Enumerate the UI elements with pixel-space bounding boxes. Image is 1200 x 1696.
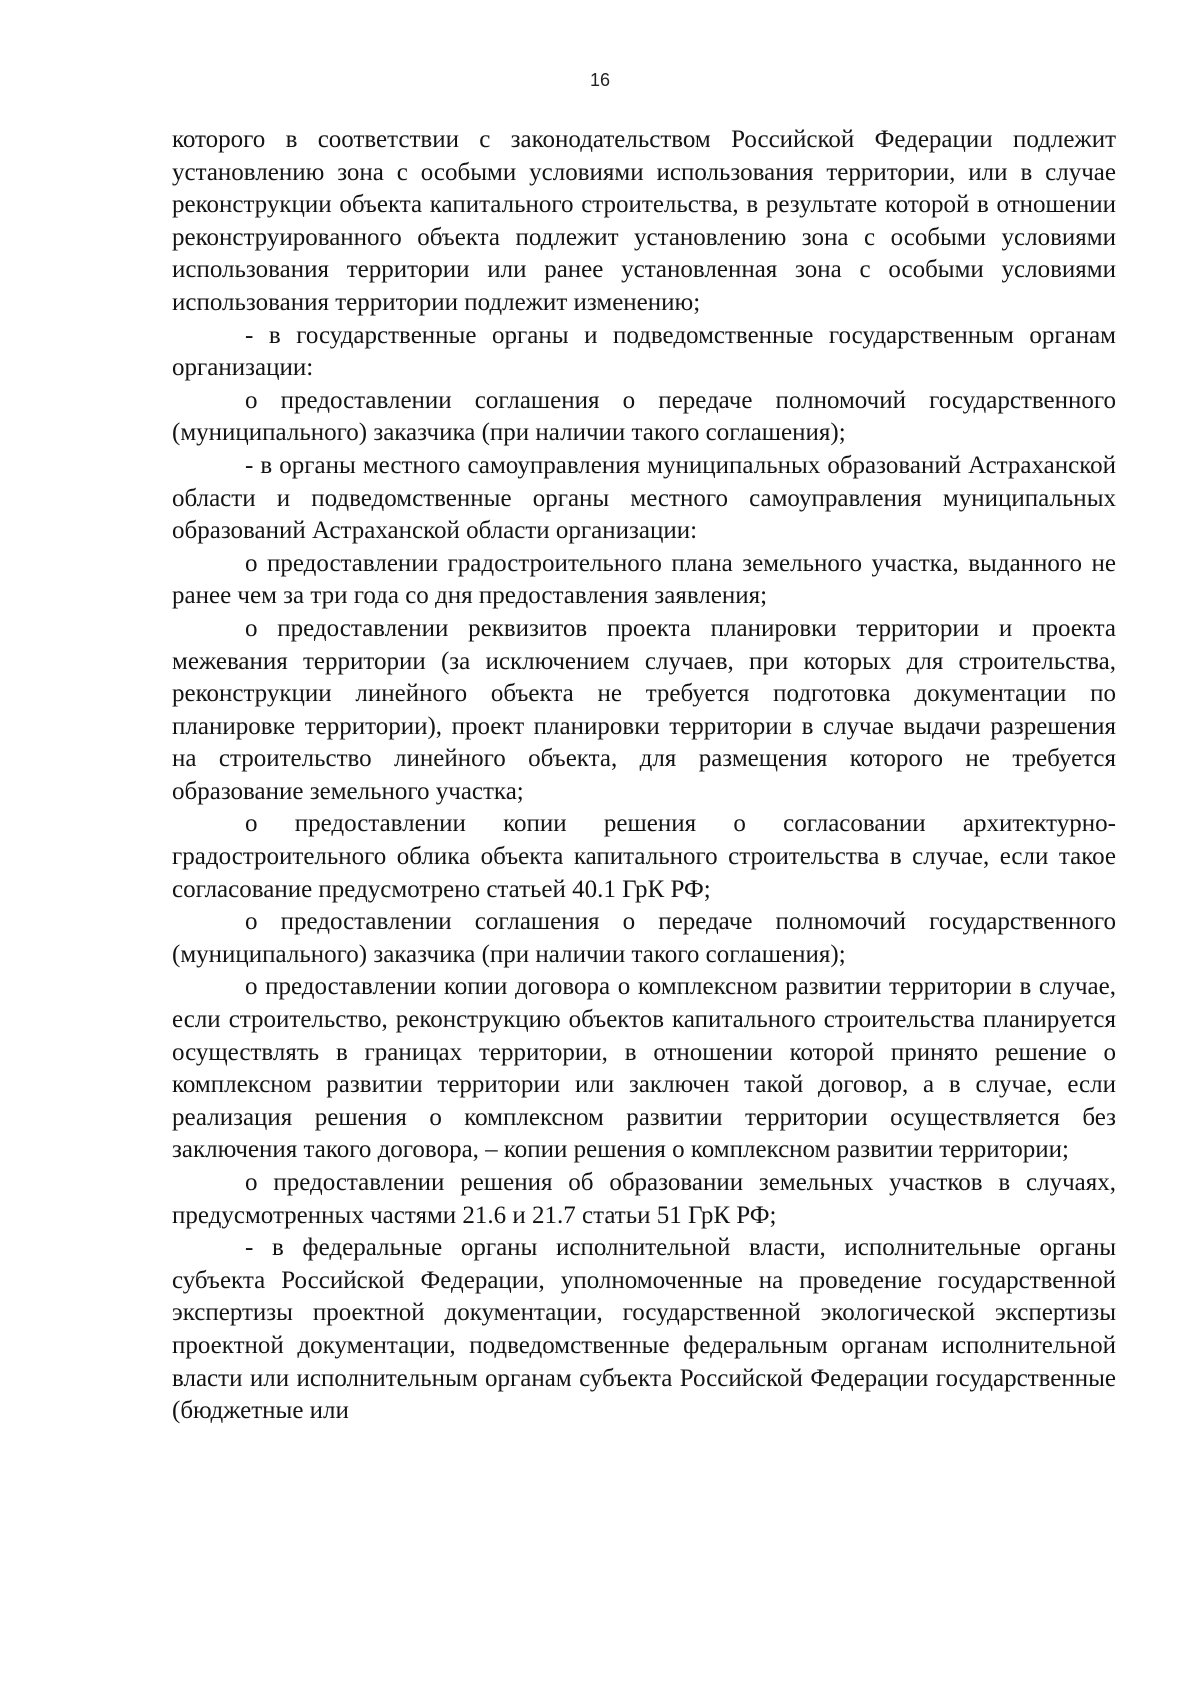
paragraph-agreement-1: о предоставлении соглашения о передаче полномочий государственного (муниципального) заказчика (при наличии такого соглашения); [172, 386, 1116, 447]
paragraph-planning-project: о предоставлении реквизитов проекта планировки территории и проекта межевания территории (за исключением случаев, при которых для строительства, реконструкции линейного объекта не требуется подготовка документации по планировке территории), проект планировки территории в случае выдачи разрешения на строительство линейного объекта, для размещения которого не требуется образование земельного участка; [172, 614, 1116, 805]
paragraph-urban-plan: о предоставлении градостроительного плана земельного участка, выданного не ранее чем за три года со дня предоставления заявления; [172, 549, 1116, 610]
paragraph-federal-bodies: - в федеральные органы исполнительной власти, исполнительные органы субъекта Российской Федерации, уполномоченные на проведение государственной экспертизы проектной документации, государственной экологической экспертизы проектной документации, подведомственные федеральным органам исполнительной власти или исполнительным органам субъекта Российской Федерации государственные (бюджетные или [172, 1234, 1116, 1425]
page-number: 16 [589, 70, 611, 90]
paragraph-local-bodies: - в органы местного самоуправления муниципальных образований Астраханской области и подведомственные органы местного самоуправления муниципальных образований Астраханской области организации: [172, 451, 1116, 545]
paragraph-land-plots: о предоставлении решения об образовании земельных участков в случаях, предусмотренных частями 21.6 и 21.7 статьи 51 ГрК РФ; [172, 1169, 1116, 1229]
paragraph-continuation: которого в соответствии с законодательством Российской Федерации подлежит установлению зона с особыми условиями использования территории, или в случае реконструкции объекта капитального строительства, в результате которой в отношении реконструированного объекта подлежит установлению зона с особыми условиями использования территории или ранее установленная зона с особыми условиями использования территории подлежит изменению; [172, 126, 1116, 316]
paragraph-state-bodies: - в государственные органы и подведомственные государственным органам организации: [172, 321, 1116, 382]
paragraph-complex-development: о предоставлении копии договора о комплексном развитии территории в случае, если строительство, реконструкцию объектов капитального строительства планируется осуществлять в границах территории, в отношении которой принято решение о комплексном развитии территории или заключен такой договор, а в случае, если реализация решения о комплексном развитии территории осуществляется без заключения такого договора, – копии решения о комплексном развитии территории; [172, 973, 1116, 1164]
document-body [172, 124, 1116, 1428]
paragraph-agreement-2: о предоставлении соглашения о передаче полномочий государственного (муниципального) заказчика (при наличии такого соглашения); [172, 908, 1116, 968]
paragraph-architectural-approval: о предоставлении копии решения о согласовании архитектурно-градостроительного облика объекта капитального строительства в случае, если такое согласование предусмотрено статьей 40.1 ГрК РФ; [172, 810, 1116, 903]
